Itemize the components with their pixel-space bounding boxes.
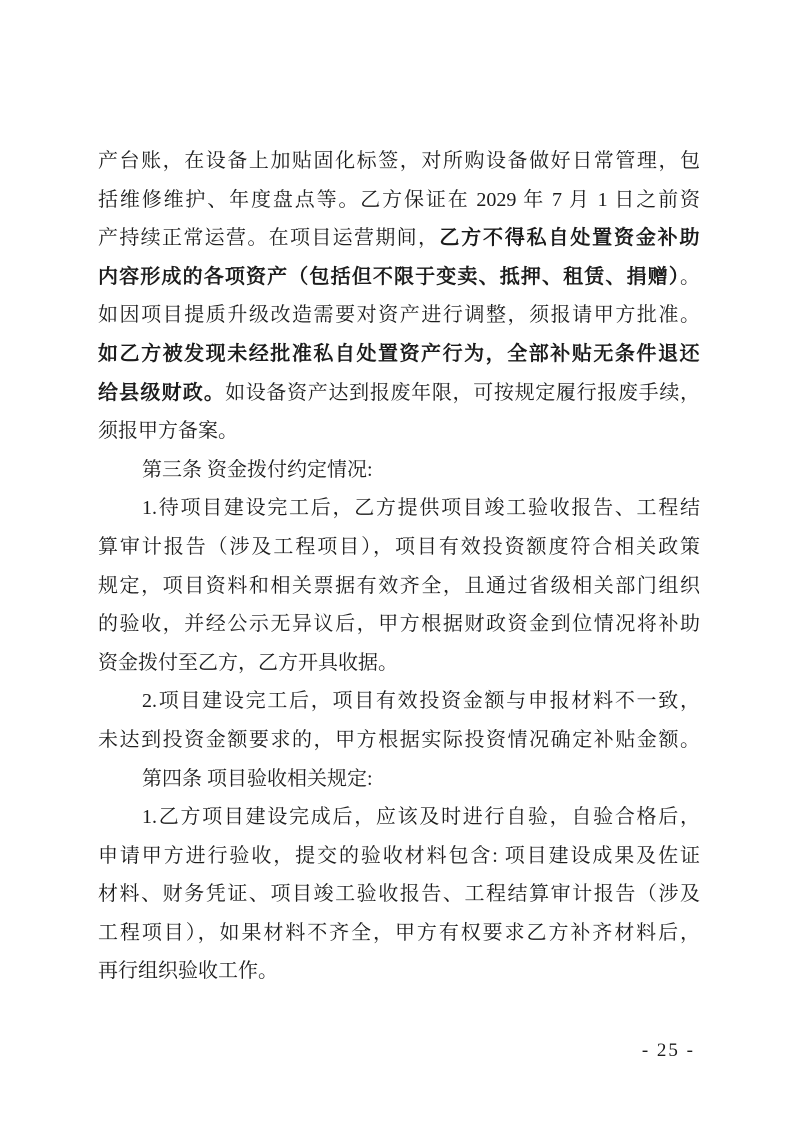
- body-line: [98, 374, 700, 413]
- body-line: [98, 914, 700, 953]
- text-segment: 第四条 项目验收相关规定:: [142, 767, 373, 790]
- text-segment: 1.待项目建设完工后，乙方提供项目竣工验收报告、工程结: [142, 497, 700, 520]
- text-segment: 材料、财务凭证、项目竣工验收报告、工程结算审计报告（涉及: [98, 883, 700, 906]
- text-segment: 工程项目），如果材料不齐全，甲方有权要求乙方补齐材料后，: [98, 921, 700, 944]
- body-line: [98, 644, 700, 683]
- body-line: [98, 258, 700, 297]
- section-heading-article-3: [98, 451, 700, 490]
- body-line: [98, 605, 700, 644]
- body-line: [98, 219, 700, 258]
- body-line: [98, 798, 700, 837]
- body-line: [98, 567, 700, 606]
- text-segment: 资金拨付至乙方，乙方开具收据。: [98, 651, 398, 674]
- body-line: [98, 952, 700, 991]
- body-line: [98, 721, 700, 760]
- text-segment-bold: 乙方不得私自处置资金补助: [439, 227, 701, 250]
- text-segment-bold: 内容形成的各项资产（包括但不限于变卖、抵押、租赁、捐赠）: [98, 265, 680, 288]
- body-line: [98, 142, 700, 181]
- text-segment: 未达到投资金额要求的，甲方根据实际投资情况确定补贴金额。: [98, 728, 700, 751]
- body-line: [98, 837, 700, 876]
- text-segment: 1.乙方项目建设完成后，应该及时进行自验，自验合格后，: [142, 806, 700, 829]
- text-segment: 产持续正常运营。在项目运营期间，: [98, 227, 440, 250]
- text-segment: 如因项目提质升级改造需要对资产进行调整，须报请甲方批准。: [98, 304, 700, 327]
- body-line: [98, 335, 700, 374]
- text-segment: 算审计报告（涉及工程项目），项目有效投资额度符合相关政策: [98, 535, 700, 558]
- body-line: [98, 296, 700, 335]
- text-segment: 2.项目建设完工后，项目有效投资金额与申报材料不一致，: [142, 690, 700, 713]
- text-segment: 括维修维护、年度盘点等。乙方保证在 2029 年 7 月 1 日之前资: [98, 188, 700, 211]
- text-segment: 的验收，并经公示无异议后，甲方根据财政资金到位情况将补助: [98, 613, 700, 636]
- body-line: [98, 528, 700, 567]
- text-segment-bold: 给县级财政。: [98, 381, 226, 404]
- page-number: - 25 -: [641, 1040, 695, 1061]
- section-heading-article-4: [98, 760, 700, 799]
- text-segment: 产台账，在设备上加贴固化标签，对所购设备做好日常管理，包: [98, 150, 700, 172]
- body-line: [98, 875, 700, 914]
- text-segment-bold: 如乙方被发现未经批准私自处置资产行为，全部补贴无条件退还: [98, 342, 700, 365]
- body-line: [98, 682, 700, 721]
- text-segment: 。: [680, 265, 700, 288]
- contract-body: [98, 142, 700, 991]
- text-segment: 须报甲方备案。: [98, 420, 238, 443]
- body-line: [98, 412, 700, 451]
- text-segment: 申请甲方进行验收，提交的验收材料包含: 项目建设成果及佐证: [98, 844, 700, 867]
- text-segment: 再行组织验收工作。: [98, 960, 278, 983]
- body-line: [98, 489, 700, 528]
- text-segment: 规定，项目资料和相关票据有效齐全，且通过省级相关部门组织: [98, 574, 700, 597]
- body-line: [98, 181, 700, 220]
- text-segment: 如设备资产达到报废年限，可按规定履行报废手续，: [225, 381, 701, 404]
- text-segment: 第三条 资金拨付约定情况:: [142, 458, 373, 481]
